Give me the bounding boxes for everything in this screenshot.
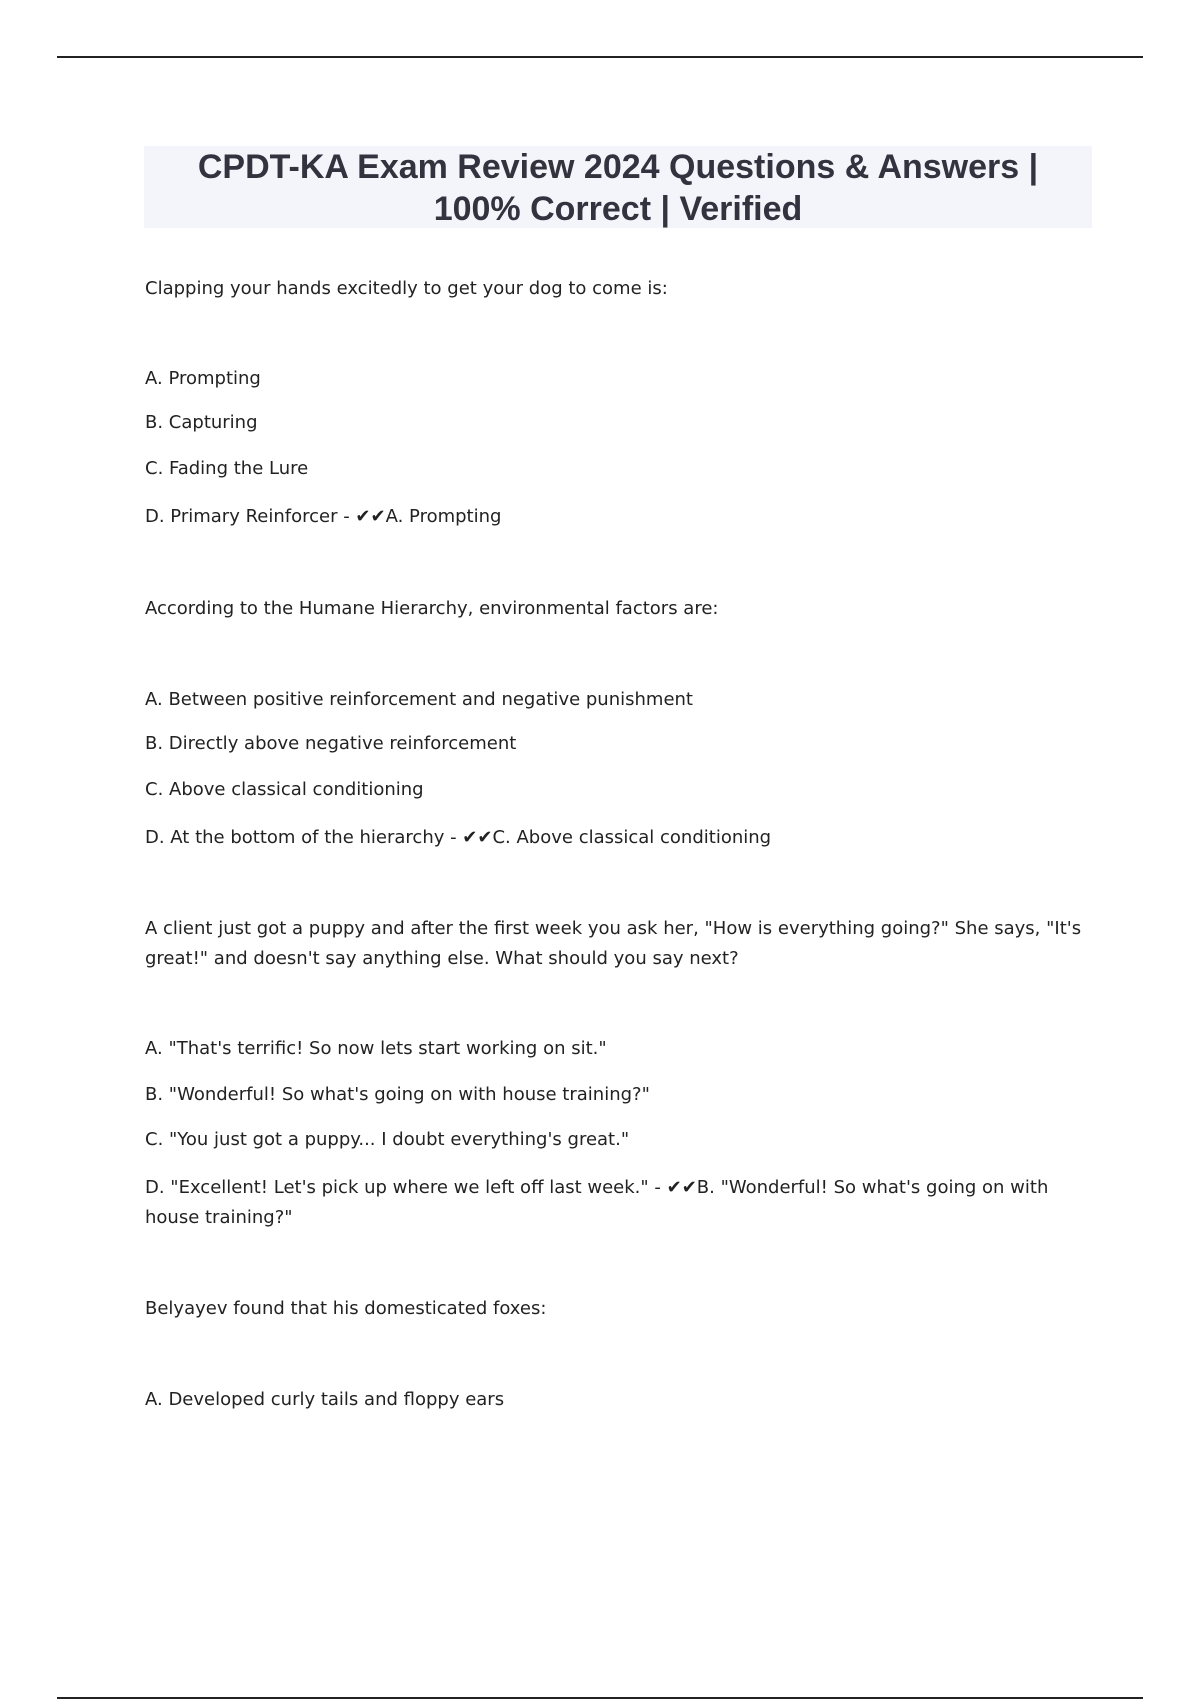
question-1-text: Clapping your hands excitedly to get your dog to come is: — [145, 278, 668, 299]
document-title-line-2: 100% Correct | Verified — [433, 190, 803, 228]
document-title-box — [144, 146, 1092, 228]
top-rule — [57, 56, 1143, 58]
question-3-text-line-2: great!" and doesn't say anything else. What should you say next? — [145, 948, 739, 969]
question-3-option-d-answer-line-1: D. "Excellent! Let's pick up where we left off last week." - ✔✔B. "Wonderful! So what's going on with — [145, 1177, 1049, 1198]
question-4-text: Belyayev found that his domesticated foxes: — [145, 1298, 547, 1319]
question-1-option-c: C. Fading the Lure — [145, 458, 309, 479]
question-3-option-b: B. "Wonderful! So what's going on with house training?" — [145, 1084, 650, 1105]
question-4-option-a: A. Developed curly tails and floppy ears — [145, 1389, 505, 1410]
question-1-option-b: B. Capturing — [145, 412, 258, 433]
question-3-option-a: A. "That's terrific! So now lets start working on sit." — [145, 1038, 607, 1059]
question-3-text-line-1: A client just got a puppy and after the first week you ask her, "How is everything going?" She says, "It's — [145, 918, 1082, 939]
question-2-option-c: C. Above classical conditioning — [145, 779, 424, 800]
bottom-rule — [57, 1697, 1143, 1699]
question-3-option-d-answer-line-2: house training?" — [145, 1207, 293, 1228]
question-2-option-b: B. Directly above negative reinforcement — [145, 733, 517, 754]
question-2-option-a: A. Between positive reinforcement and negative punishment — [145, 689, 693, 710]
question-2-option-d-answer: D. At the bottom of the hierarchy - ✔✔C. Above classical conditioning — [145, 827, 772, 848]
question-1-option-d-answer: D. Primary Reinforcer - ✔✔A. Prompting — [145, 506, 502, 527]
question-3-option-c: C. "You just got a puppy... I doubt everything's great." — [145, 1129, 630, 1150]
question-2-text: According to the Humane Hierarchy, environmental factors are: — [145, 598, 719, 619]
document-title-line-1: CPDT-KA Exam Review 2024 Questions & Answers | — [197, 148, 1039, 186]
question-1-option-a: A. Prompting — [145, 368, 261, 389]
